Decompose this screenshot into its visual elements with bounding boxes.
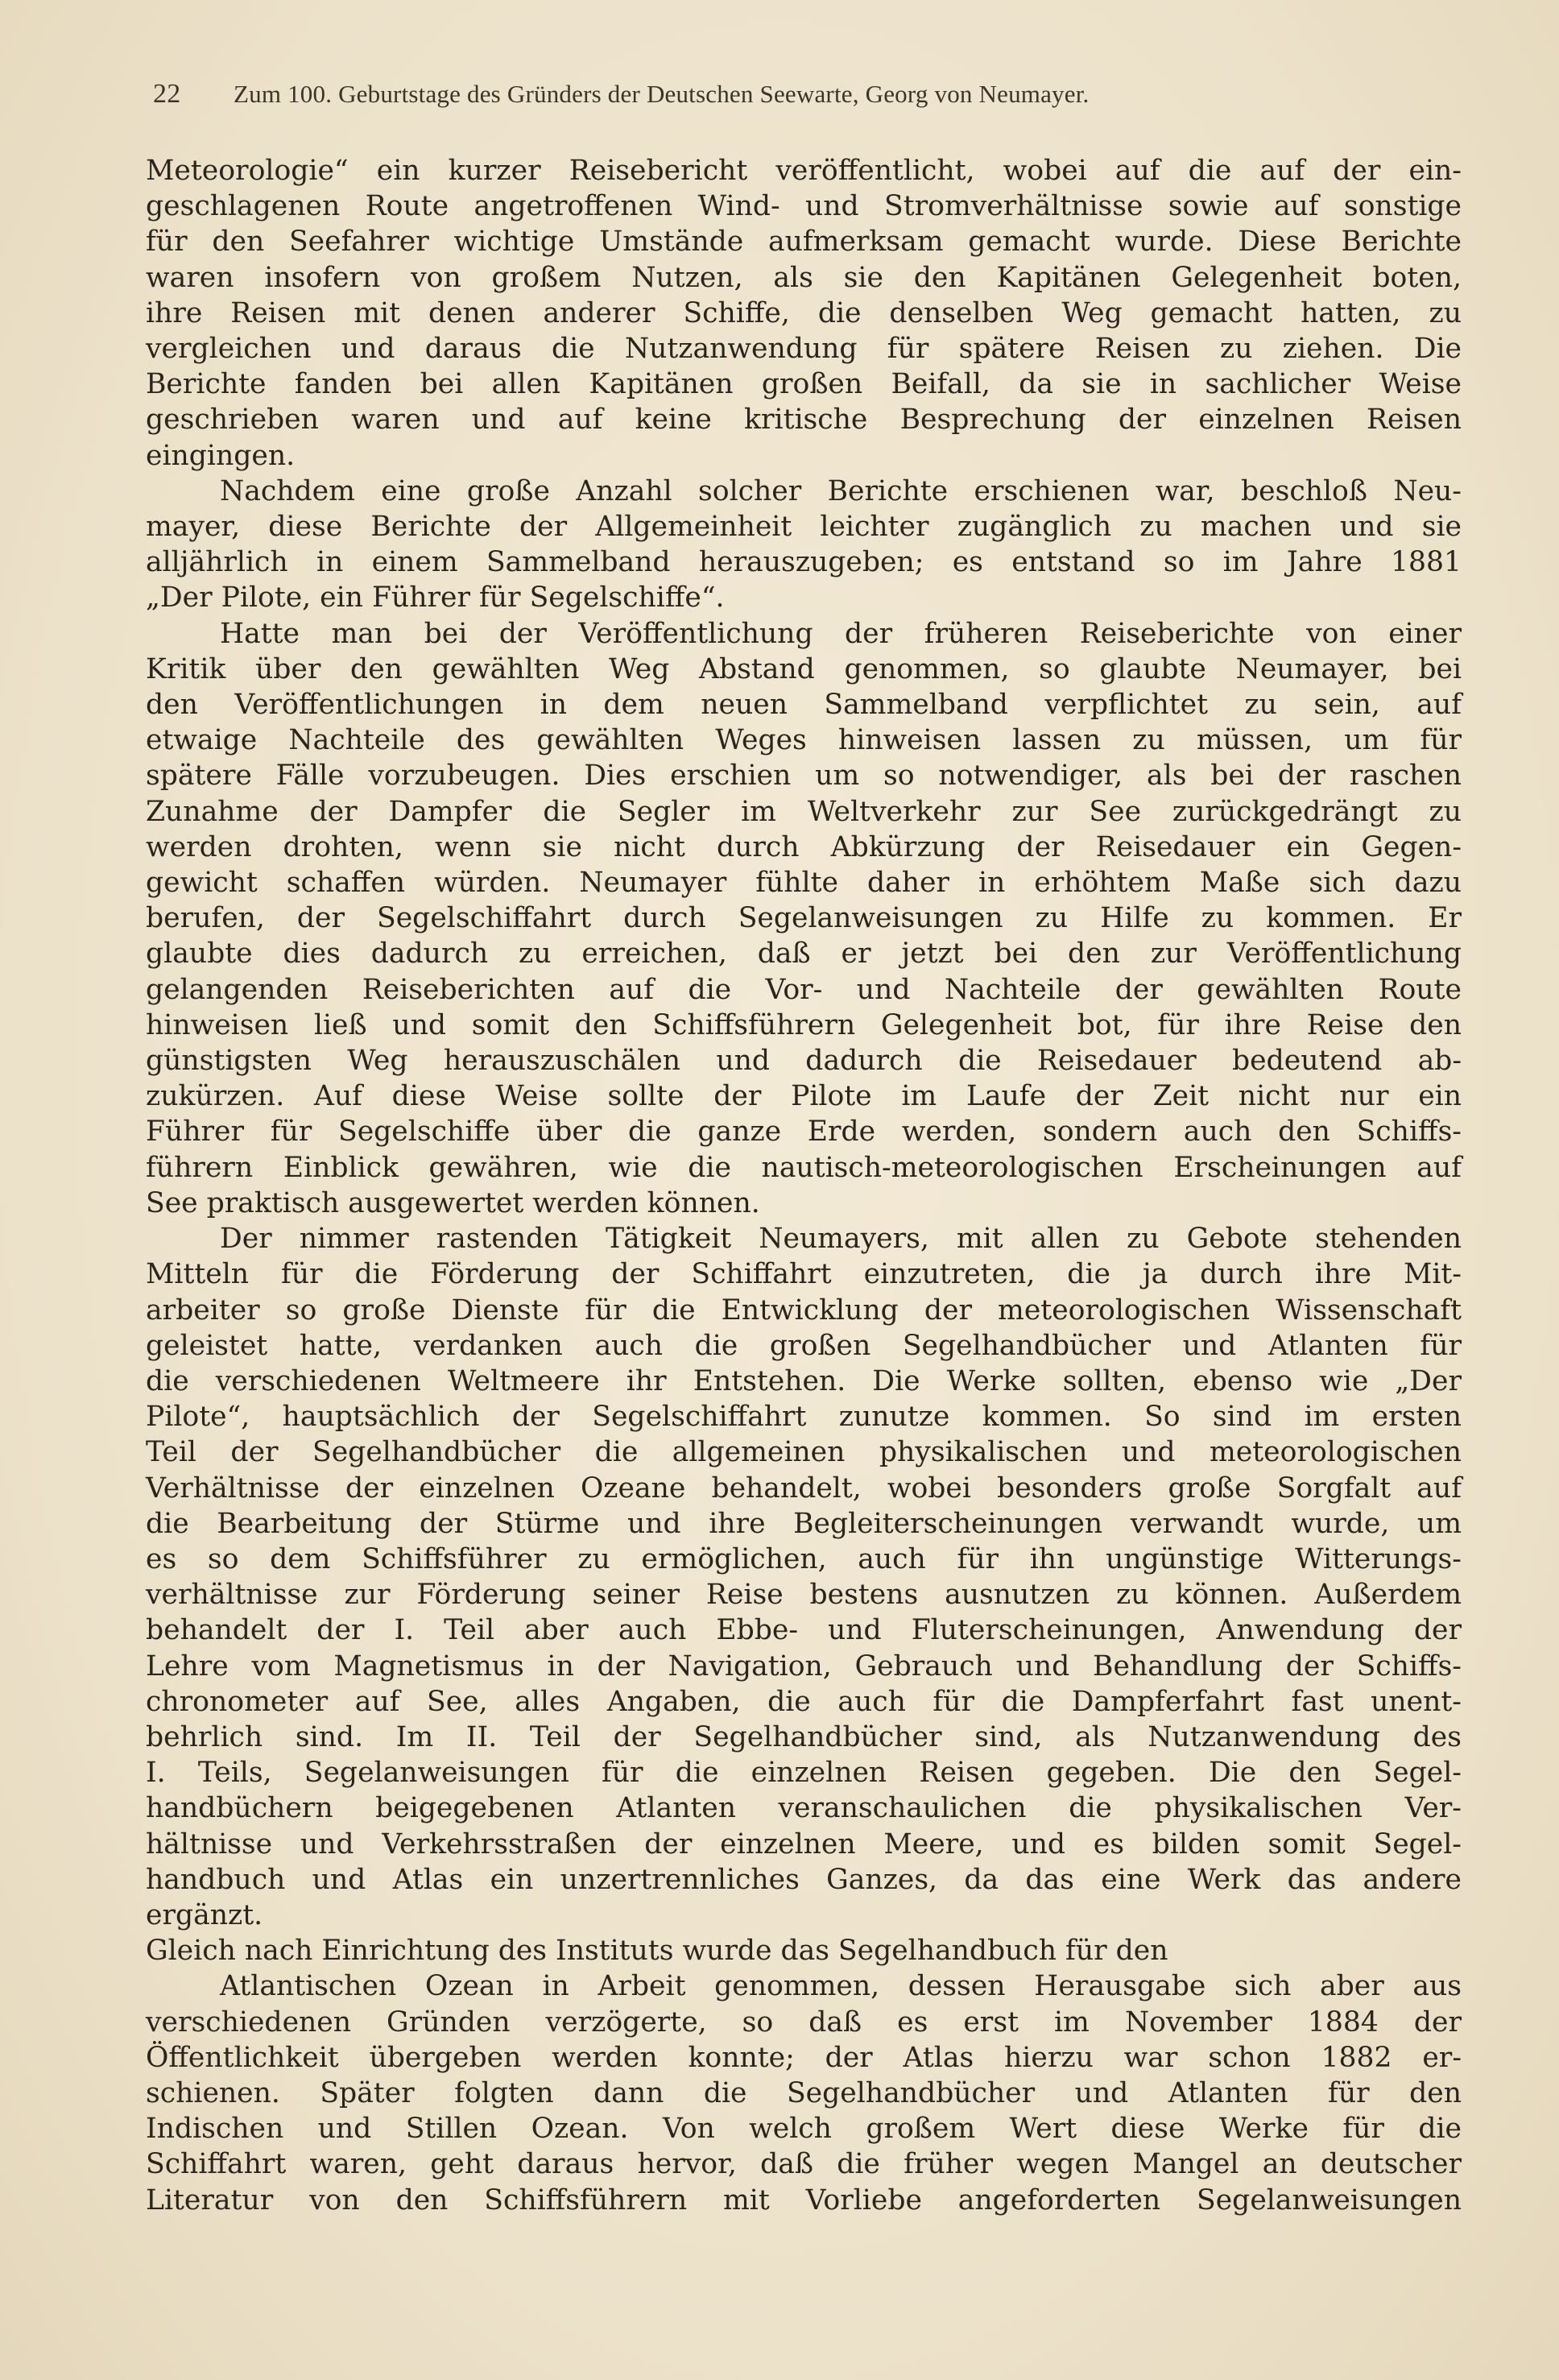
text-line: werden drohten, wenn sie nicht durch Abkürzung der Reisedauer ein Gegen- xyxy=(146,830,1462,863)
text-line: schienen. Später folgten dann die Segelhandbücher und Atlanten für den xyxy=(146,2076,1462,2109)
text-line: ihre Reisen mit denen anderer Schiffe, die denselben Weg gemacht hatten, zu xyxy=(146,296,1462,329)
text-line: berufen, der Segelschiffahrt durch Segelanweisungen zu Hilfe zu kommen. Er xyxy=(146,902,1462,935)
text-line: handbuch und Atlas ein unzertrennliches Ganzes, da das eine Werk das andere xyxy=(146,1863,1462,1896)
text-line: die verschiedenen Weltmeere ihr Entstehen. Die Werke sollten, ebenso wie „Der xyxy=(146,1364,1462,1397)
text-line: vergleichen und daraus die Nutzanwendung für spätere Reisen zu ziehen. Die xyxy=(146,333,1462,366)
text-line: Literatur von den Schiffsführern mit Vorliebe angeforderten Segelanweisungen xyxy=(146,2183,1462,2217)
running-title: Zum 100. Geburtstage des Gründers der Deutschen Seewarte, Georg von Neumayer. xyxy=(234,80,1090,108)
text-line: zukürzen. Auf diese Weise sollte der Pilote im Laufe der Zeit nicht nur ein xyxy=(146,1080,1462,1113)
text-line: Nachdem eine große Anzahl solcher Berichte erschienen war, beschloß Neu- xyxy=(220,474,1462,507)
text-line: Führer für Segelschiffe über die ganze Erde werden, sondern auch den Schiffs- xyxy=(146,1115,1462,1149)
text-line: waren insofern von großem Nutzen, als sie den Kapitänen Gelegenheit boten, xyxy=(146,261,1462,294)
text-line: geleistet hatte, verdanken auch die großen Segelhandbücher und Atlanten für xyxy=(146,1329,1462,1362)
text-line: hinweisen ließ und somit den Schiffsführern Gelegenheit bot, für ihre Reise den xyxy=(146,1008,1462,1041)
text-line: den Veröffentlichungen in dem neuen Sammelband verpflichtet zu sein, auf xyxy=(146,689,1462,722)
text-line: gelangenden Reiseberichten auf die Vor- und Nachteile der gewählten Route xyxy=(146,973,1462,1006)
text-line: „Der Pilote, ein Führer für Segelschiffe“. xyxy=(146,582,725,615)
text-line: Kritik über den gewählten Weg Abstand genommen, so glaubte Neumayer, bei xyxy=(146,652,1462,685)
text-line: spätere Fälle vorzubeugen. Dies erschien um so notwendiger, als bei der raschen xyxy=(146,760,1462,793)
text-line: I. Teils, Segelanweisungen für die einzelnen Reisen gegeben. Die den Segel- xyxy=(146,1757,1462,1790)
text-line: günstigsten Weg herauszuschälen und dadurch die Reisedauer bedeutend ab- xyxy=(146,1045,1462,1078)
text-line: Verhältnisse der einzelnen Ozeane behandelt, wobei besonders große Sorgfalt auf xyxy=(146,1471,1462,1505)
running-header xyxy=(153,79,1353,110)
text-line: gewicht schaffen würden. Neumayer fühlte daher in erhöhtem Maße sich dazu xyxy=(146,867,1462,900)
text-line: verhältnisse zur Förderung seiner Reise bestens ausnutzen zu können. Außerdem xyxy=(146,1579,1462,1612)
text-line: die Bearbeitung der Stürme und ihre Begleiterscheinungen verwandt wurde, um xyxy=(146,1507,1462,1540)
text-line: arbeiter so große Dienste für die Entwicklung der meteorologischen Wissenschaft xyxy=(146,1293,1462,1327)
page-number: 22 xyxy=(153,79,181,109)
text-line: Pilote“, hauptsächlich der Segelschiffahrt zunutze kommen. So sind im ersten xyxy=(146,1401,1462,1434)
text-line: Meteorologie“ ein kurzer Reisebericht veröffentlicht, wobei auf die auf der ein- xyxy=(146,155,1462,187)
text-line: etwaige Nachteile des gewählten Weges hinweisen lassen zu müssen, um für xyxy=(146,724,1462,757)
text-line: Gleich nach Einrichtung des Instituts wurde das Segelhandbuch für den xyxy=(146,1935,1168,1968)
text-line: für den Seefahrer wichtige Umstände aufmerksam gemacht wurde. Diese Berichte xyxy=(146,226,1462,259)
text-line: Berichte fanden bei allen Kapitänen großen Beifall, da sie in sachlicher Weise xyxy=(146,368,1462,401)
text-line: führern Einblick gewähren, wie die nautisch-meteorologischen Erscheinungen auf xyxy=(146,1151,1462,1184)
text-line: Der nimmer rastenden Tätigkeit Neumayers, mit allen zu Gebote stehenden xyxy=(220,1223,1462,1256)
text-line: Hatte man bei der Veröffentlichung der früheren Reiseberichte von einer xyxy=(220,617,1462,650)
text-line: Mitteln für die Förderung der Schiffahrt einzutreten, die ja durch ihre Mit- xyxy=(146,1258,1462,1291)
text-line: chronometer auf See, alles Angaben, die auch für die Dampferfahrt fast unent- xyxy=(146,1685,1462,1718)
text-line: Zunahme der Dampfer die Segler im Weltverkehr zur See zurückgedrängt zu xyxy=(146,795,1462,828)
text-line: behandelt der I. Teil aber auch Ebbe- und Fluterscheinungen, Anwendung der xyxy=(146,1614,1462,1647)
text-line: es so dem Schiffsführer zu ermöglichen, auch für ihn ungünstige Witterungs- xyxy=(146,1542,1462,1575)
text-line: verschiedenen Gründen verzögerte, so daß es erst im November 1884 der xyxy=(146,2005,1462,2039)
text-line: geschrieben waren und auf keine kritische Besprechung der einzelnen Reisen xyxy=(146,404,1462,437)
text-line: ergänzt. xyxy=(146,1898,263,1931)
text-line: mayer, diese Berichte der Allgemeinheit leichter zugänglich zu machen und sie xyxy=(146,511,1462,544)
text-line: glaubte dies dadurch zu erreichen, daß er jetzt bei den zur Veröffentlichung xyxy=(146,938,1462,971)
text-line: eingingen. xyxy=(146,439,296,472)
text-line: behrlich sind. Im II. Teil der Segelhandbücher sind, als Nutzanwendung des xyxy=(146,1720,1462,1753)
text-line: Öffentlichkeit übergeben werden konnte; der Atlas hierzu war schon 1882 er- xyxy=(146,2041,1462,2074)
text-line: alljährlich in einem Sammelband herauszugeben; es entstand so im Jahre 1881 xyxy=(146,546,1462,579)
text-line: Schiffahrt waren, geht daraus hervor, daß die früher wegen Mangel an deutscher xyxy=(146,2148,1462,2181)
text-line: hältnisse und Verkehrsstraßen der einzelnen Meere, und es bilden somit Segel- xyxy=(146,1827,1462,1861)
text-line: geschlagenen Route angetroffenen Wind- und Stromverhältnisse sowie auf sonstige xyxy=(146,190,1462,223)
text-line: Atlantischen Ozean in Arbeit genommen, dessen Herausgabe sich aber aus xyxy=(220,1970,1462,2003)
text-line: Teil der Segelhandbücher die allgemeinen physikalischen und meteorologischen xyxy=(146,1436,1462,1469)
text-line: Lehre vom Magnetismus in der Navigation, Gebrauch und Behandlung der Schiffs- xyxy=(146,1649,1462,1683)
text-line: Indischen und Stillen Ozean. Von welch großem Wert diese Werke für die xyxy=(146,2113,1462,2146)
text-line: See praktisch ausgewertet werden können. xyxy=(146,1186,760,1219)
body-text xyxy=(146,153,1462,2218)
text-line: handbüchern beigegebenen Atlanten veranschaulichen die physikalischen Ver- xyxy=(146,1792,1462,1825)
